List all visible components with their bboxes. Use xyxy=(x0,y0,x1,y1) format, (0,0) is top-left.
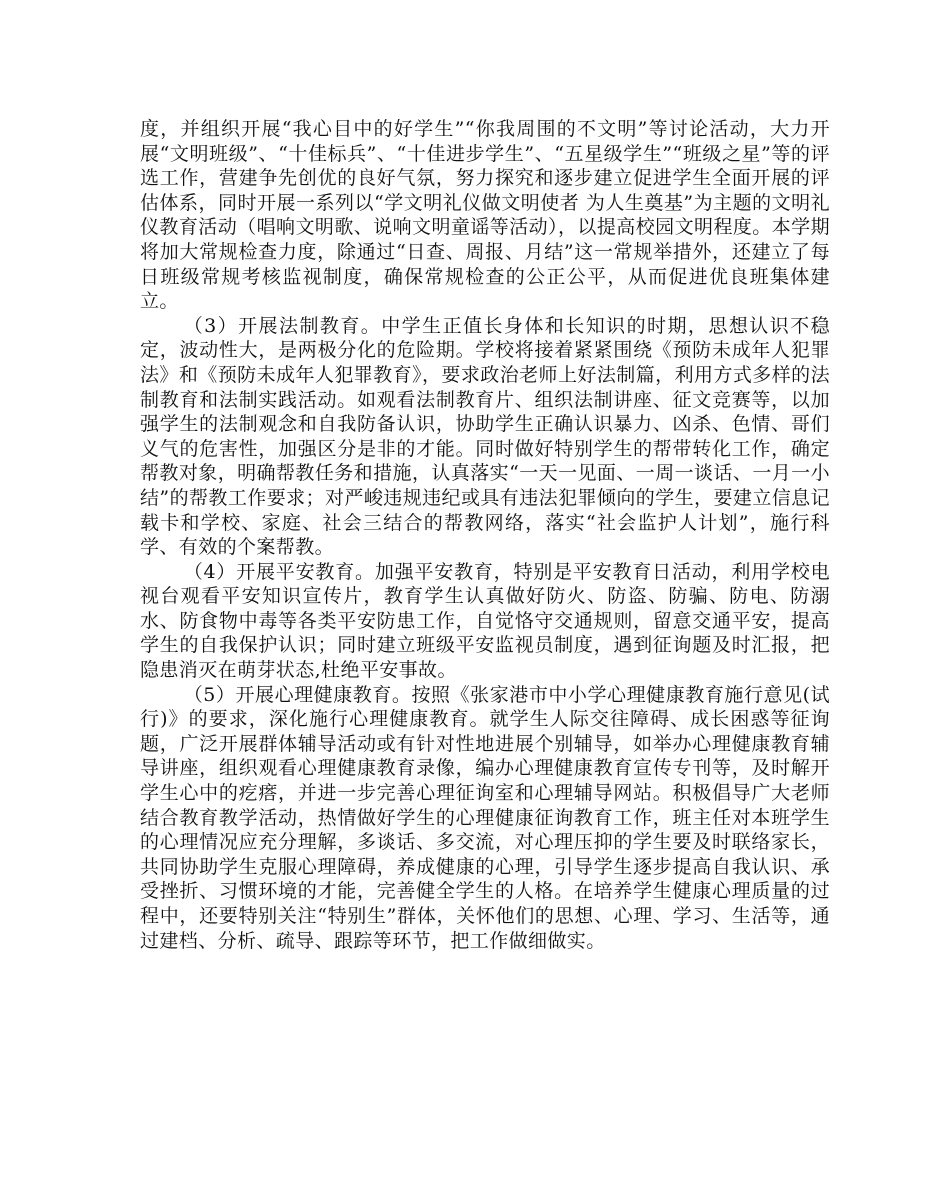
paragraph-mental-health-education: （5）开展心理健康教育。按照《张家港市中小学心理健康教育施行意见(试行)》的要求，深化施行心理健康教育。就学生人际交往障碍、成长困惑等征询题，广泛开展群体辅导活动或有针对性地进展个别辅导，如举办心理健康教育辅导讲座，组织观看心理健康教育录像，编办心理健康教育宣传专刊等，及时解开学生心中的疙瘩，并进一步完善心理征询室和心理辅导网站。积极倡导广大老师结合教育教学活动，热情做好学生的心理健康征询教育工作，班主任对本班学生的心理情况应充分理解，多谈话、多交流，对心理压抑的学生要及时联络家长，共同协助学生克服心理障碍，养成健康的心理，引导学生逐步提高自我认识、承受挫折、习惯环境的才能，完善健全学生的人格。在培养学生健康心理质量的过程中，还要特别关注“特别生”群体，关怀他们的思想、心理、学习、生活等，通过建档、分析、疏导、跟踪等环节，把工作做细做实。 xyxy=(140,683,830,952)
paragraph-safety-education: （4）开展平安教育。加强平安教育，特别是平安教育日活动，利用学校电视台观看平安知识宣传片，教育学生认真做好防火、防盗、防骗、防电、防溺水、防食物中毒等各类平安防患工作，自觉恪守交通规则，留意交通平安，提高学生的自我保护认识；同时建立班级平安监视员制度，遇到征询题及时汇报，把隐患消灭在萌芽状态,杜绝平安事故。 xyxy=(140,560,830,682)
paragraph-legal-education: （3）开展法制教育。中学生正值长身体和长知识的时期，思想认识不稳定，波动性大，是两极分化的危险期。学校将接着紧紧围绕《预防未成年人犯罪法》和《预防未成年人犯罪教育》，要求政治老师上好法制篇，利用方式多样的法制教育和法制实践活动。如观看法制教育片、组织法制讲座、征文竞赛等，以加强学生的法制观念和自我防备认识，协助学生正确认识暴力、凶杀、色情、哥们义气的危害性，加强区分是非的才能。同时做好特别学生的帮带转化工作，确定帮教对象，明确帮教任务和措施，认真落实“一天一见面、一周一谈话、一月一小结”的帮教工作要求；对严峻违规违纪或具有违法犯罪倾向的学生，要建立信息记载卡和学校、家庭、社会三结合的帮教网络，落实“社会监护人计划”，施行科学、有效的个案帮教。 xyxy=(140,314,830,559)
paragraph-continuation: 度，并组织开展“我心目中的好学生”“你我周围的不文明”等讨论活动，大力开展“文明班级”、“十佳标兵”、“十佳进步学生”、“五星级学生”“班级之星”等的评选工作，营建争先创优的良好气氛，努力探究和逐步建立促进学生全面开展的评估体系，同时开展一系列以“学文明礼仪做文明使者 为人生奠基”为主题的文明礼仪教育活动（唱响文明歌、说响文明童谣等活动），以提高校园文明程度。本学期将加大常规检查力度，除通过“日查、周报、月结”这一常规举措外，还建立了每日班级常规考核监视制度，确保常规检查的公正公平，从而促进优良班集体建立。 xyxy=(140,118,830,313)
document-body xyxy=(140,117,830,953)
